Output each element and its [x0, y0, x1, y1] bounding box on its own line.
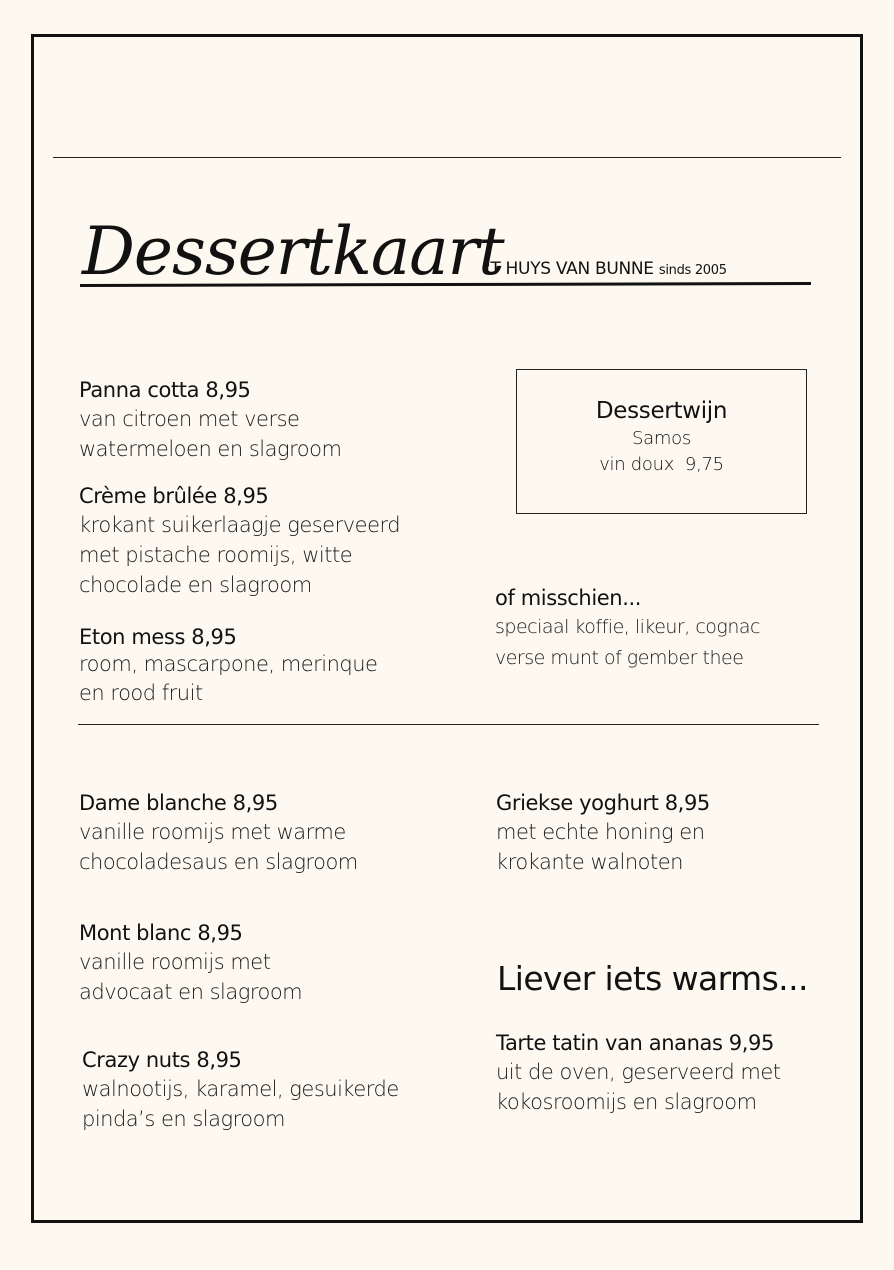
dessert-eton-mess	[79, 624, 377, 708]
dessert-desc-line: chocolade en slagroom	[79, 573, 312, 597]
dessert-desc-line: krokante walnoten	[496, 850, 683, 874]
dessert-crazy-nuts	[82, 1046, 399, 1134]
dessert-wine-box	[516, 369, 807, 514]
dessert-name: Dame blanche 8,95	[79, 791, 278, 815]
dessert-desc-line: room, mascarpone, merinque	[79, 652, 378, 676]
dessert-desc-line: chocoladesaus en slagroom	[79, 850, 358, 874]
dessert-desc-line: en rood fruit	[79, 681, 203, 705]
dessert-name: Griekse yoghurt 8,95	[496, 791, 710, 815]
dessert-desc-line: watermeloen en slagroom	[79, 437, 342, 461]
misschien-title: of misschien...	[495, 586, 642, 610]
dessert-name: Mont blanc 8,95	[79, 921, 243, 945]
dessert-name: Eton mess 8,95	[79, 625, 237, 649]
since-label: sinds 2005	[658, 263, 727, 278]
wine-price: vin doux 9,75	[599, 454, 724, 475]
dessert-desc-line: advocaat en slagroom	[79, 980, 303, 1004]
dessert-desc-line: met pistache roomijs, witte	[79, 543, 353, 567]
middle-divider	[78, 724, 819, 725]
dessert-panna-cotta	[79, 376, 341, 464]
misschien-section	[495, 584, 760, 674]
dessert-desc-line: walnootijs, karamel, gesuikerde	[82, 1077, 399, 1101]
dessert-desc-line: met echte honing en	[496, 820, 705, 844]
restaurant-name	[486, 258, 727, 282]
restaurant-label: 'T HUYS VAN BUNNE	[486, 259, 654, 279]
dessert-griekse-yoghurt	[496, 789, 710, 877]
dessert-name: Panna cotta 8,95	[79, 378, 251, 402]
dessert-desc-line: pinda’s en slagroom	[82, 1107, 285, 1131]
misschien-desc-line: verse munt of gember thee	[495, 647, 744, 669]
misschien-desc-line: speciaal koffie, likeur, cognac	[495, 616, 760, 638]
dessert-mont-blanc	[79, 919, 302, 1007]
dessert-desc-line: van citroen met verse	[79, 407, 300, 431]
dessert-desc-line: vanille roomijs met	[79, 950, 271, 974]
dessert-desc-line: vanille roomijs met warme	[79, 820, 346, 844]
dessert-name: Tarte tatin van ananas 9,95	[496, 1031, 774, 1055]
wine-title: Dessertwijn	[595, 398, 728, 424]
dessert-name: Crème brûlée 8,95	[79, 484, 269, 508]
dessert-desc-line: krokant suikerlaagje geserveerd	[79, 513, 401, 537]
dessert-desc-line: uit de oven, geserveerd met	[496, 1060, 781, 1084]
top-divider	[53, 157, 841, 158]
warm-heading: Liever iets warms...	[497, 959, 808, 998]
dessert-dame-blanche	[79, 789, 358, 877]
wine-name: Samos	[632, 428, 691, 449]
menu-title: Dessertkaart	[82, 213, 504, 290]
dessert-name: Crazy nuts 8,95	[82, 1048, 242, 1072]
dessert-creme-brulee	[79, 482, 400, 600]
dessert-desc-line: kokosroomijs en slagroom	[496, 1090, 757, 1114]
dessert-tarte-tatin	[496, 1029, 781, 1117]
